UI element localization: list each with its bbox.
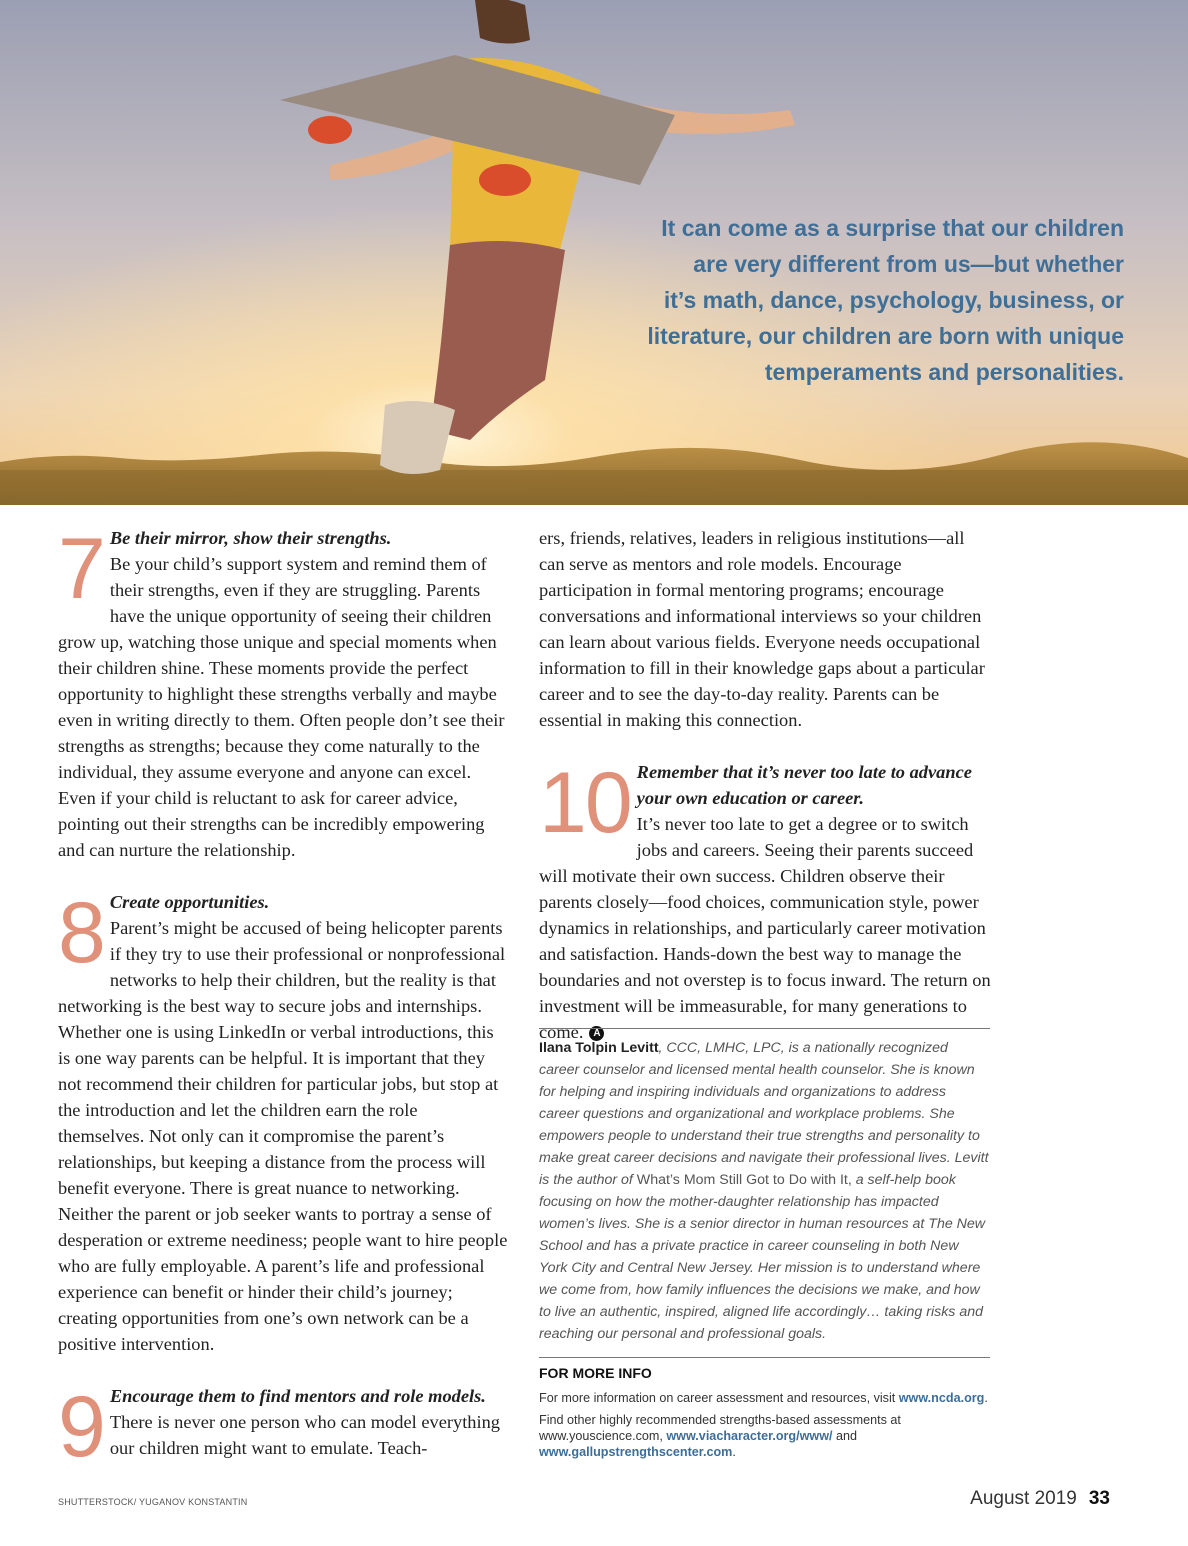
left-column	[58, 521, 508, 1475]
bio-text: a self-help book focusing on how the mother-daughter relationship has impacted women’s lives. She is a senior director in human resources at The New School and has a private practice in career counseling in both New York City and Central New Jersey. Her mission is to understand where we come from, how family influences the decisions we make, and how to live an authentic, inspired, aligned life accordingly… taking risks and reaching our personal and professional goals.	[539, 1172, 986, 1342]
paper-cup	[479, 164, 531, 196]
right-column	[539, 525, 991, 1045]
tip-10	[539, 755, 991, 1045]
tip-9	[58, 1379, 508, 1475]
tip-number: 8	[58, 885, 104, 981]
more-info-text: and	[832, 1429, 858, 1443]
pull-quote-line: literature, our children are born with unique	[647, 323, 1124, 349]
tip-number: 7	[58, 521, 104, 617]
tip-body: There is never one person who can model everything our children might want to emulate. Teach-	[109, 1412, 500, 1458]
tip-9-continued: ers, friends, relatives, leaders in religious institutions—all can serve as mentors and role models. Encourage participation in formal mentoring programs; encourage conversations and informational interviews so your children can learn about various fields. Everyone needs occupational information to fill in their knowledge gaps about a particular career and to see the day-to-day reality. Parents can be essential in making this connection.	[539, 528, 985, 730]
tip-7	[58, 521, 508, 863]
bio-text: , CCC, LMHC, LPC, is a nationally recognized career counselor and licensed mental health counselor. She is known for helping and inspiring individuals and organizations to address career questions and organizational and workplace problems. She empowers people to understand their true strengths and personality to make great career decisions and navigate their professional lives. Levitt is the author of	[539, 1040, 989, 1188]
tip-body: Be your child’s support system and remind them of their strengths, even if they are struggling. Parents have the unique opportunity of seeing their children grow up, watching those unique and special moments when their children shine. These moments provide the perfect opportunity to highlight these strengths verbally and maybe even in writing directly to them. Often people don’t see their strengths as strengths; because they come naturally to the individual, they assume everyone and anyone can excel. Even if your child is reluctant to ask for career advice, pointing out their strengths can be incredibly empowering and can nurture the relationship.	[58, 554, 505, 860]
pull-quote-line: it’s math, dance, psychology, business, or	[663, 287, 1124, 313]
tip-heading: Create opportunities.	[109, 892, 270, 912]
tip-body: Parent’s might be accused of being helicopter parents if they try to use their professional or nonprofessional networks to help their children, but the reality is that networking is the best way to secure jobs and internships. Whether one is using LinkedIn or verbal introductions, this is one way parents can be helpful. It is important that they not recommend their children for particular jobs, but stop at the introduction and let the children earn the role themselves. Not only can it compromise the parent’s relationships, but keeping a distance from the process will benefit everyone. There is great nuance to networking. Neither the parent or job seeker wants to portray a sense of desperation or extreme neediness; people want to hire people who are fully employable. A parent’s life and professional experience can benefit or hinder their child’s journey; creating opportunities from one’s own network can be a positive intervention.	[58, 918, 508, 1354]
more-info-text: .	[732, 1445, 736, 1459]
issue-date: August 2019	[970, 1488, 1077, 1509]
pull-quote-line: temperaments and personalities.	[764, 359, 1124, 385]
page-number: 33	[1088, 1488, 1110, 1509]
tip-body: It’s never too late to get a degree or to switch jobs and careers. Seeing their parents succeed will motivate their own success. Children observe their parents closely—food choices, communication style, power dynamics in relationships, and particularly career motivation and satisfaction. Hands-down the best way to manage the boundaries and not overstep is to focus inward. The return on investment will be immeasurable, for many generations to come.	[539, 814, 991, 1042]
tip-heading: Be their mirror, show their strengths.	[109, 528, 392, 548]
more-info-line	[539, 1412, 990, 1460]
end-mark-icon: A	[589, 1026, 604, 1041]
book-title: What’s Mom Still Got to Do with It,	[636, 1172, 852, 1188]
more-info-heading: FOR MORE INFO	[539, 1365, 652, 1381]
paper-cup	[308, 116, 352, 144]
author-name: Ilana Tolpin Levitt	[539, 1040, 659, 1056]
photo-credit: SHUTTERSTOCK/ YUGANOV KONSTANTIN	[58, 1497, 248, 1507]
tip-heading: Remember that it’s never too late to advance your own education or career.	[636, 762, 972, 808]
tip-heading: Encourage them to find mentors and role models.	[109, 1386, 486, 1406]
ncda-link[interactable]: www.ncda.org	[898, 1391, 985, 1405]
hero-photo	[0, 0, 1188, 505]
more-info-box	[539, 1357, 990, 1466]
pull-quote-line: are very different from us—but whether	[693, 251, 1124, 277]
tip-number: 9	[58, 1379, 104, 1475]
pull-quote-line: It can come as a surprise that our children	[661, 215, 1124, 241]
more-info-text: For more information on career assessment and resources, visit	[539, 1391, 899, 1405]
gallup-link[interactable]: www.gallupstrengthscenter.com	[539, 1445, 733, 1459]
more-info-text: Find other highly recommended strengths-based assessments at www.youscience.com,	[539, 1413, 901, 1443]
tip-number: 10	[539, 755, 631, 851]
pull-quote	[604, 210, 1124, 390]
more-info-line	[539, 1390, 990, 1406]
more-info-text: .	[984, 1391, 988, 1405]
viacharacter-link[interactable]: www.viacharacter.org/www/	[666, 1429, 833, 1443]
author-bio	[539, 1028, 990, 1345]
tip-8	[58, 885, 508, 1357]
page-folio	[970, 1488, 1110, 1510]
